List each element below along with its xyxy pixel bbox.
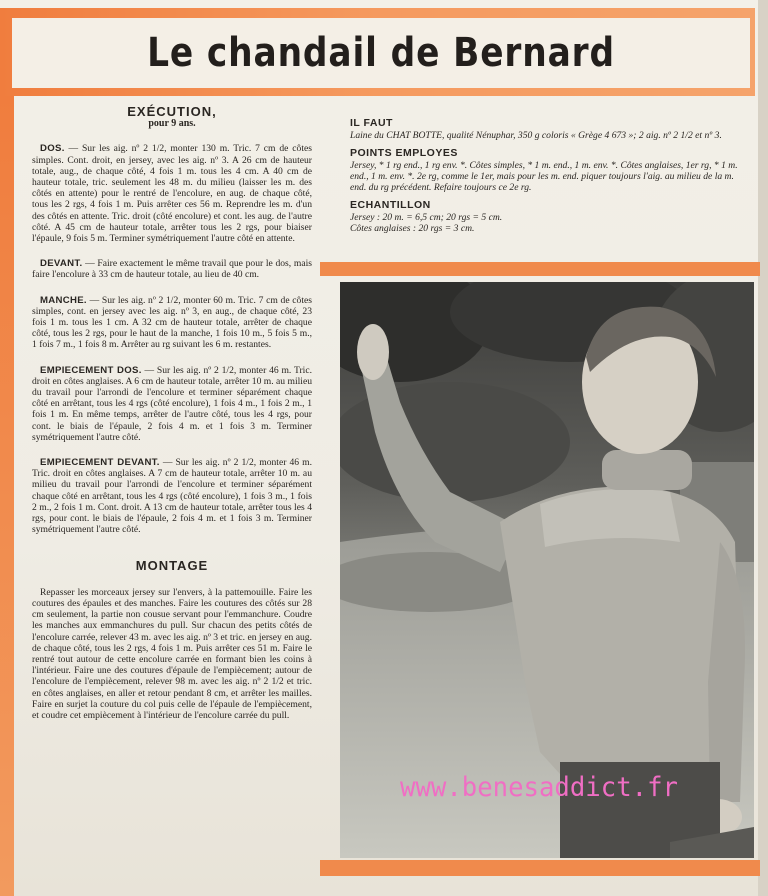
echantillon-line-2: Côtes anglaises : 20 rgs = 3 cm. xyxy=(350,223,475,234)
title-banner-inner xyxy=(12,18,750,88)
section-devant xyxy=(32,258,312,280)
execution-heading: EXÉCUTION, xyxy=(127,104,217,119)
section-empiecement-devant xyxy=(32,457,312,535)
section-text: — Sur les aig. nº 2 1/2, monter 60 m. Tric. 7 cm de côtes simples, cont. en jersey avec les aig. nº 3, en aug., de chaque côté, 23 fois 1 m. tous les 1 cm. A 32 cm de hauteur totale, arrêter de chaque côté, tous les 2 rgs, pour le haut de la manche, 1 fois 10 m., 5 fois 5 m., 1 fois 7 m., 1 fois 8 m. Arrêter au rg suivant les 6 m. restantes. xyxy=(32,294,313,351)
section-lead: DOS. xyxy=(40,143,65,155)
section-text: — Sur les aig. nº 2 1/2, monter 130 m. Tric. 7 cm de côtes simples. Cont. droit, en jersey, avec les aig. nº 3. A 26 cm de hauteur totale, aug., de chaque côté, 4 fois 1 m. tous les 4 cm. A 40 cm de hauteur totale, tric. seulement les 48 m. du milieu (laisser les m. des côtés en attente) pour le rentré de l'encolure, en aug. de chaque côté, tous les 2 rgs, 4 fois 1 m. Puis arrêter ces 56 m. Reprendre les m. d'un des côtés en attente. Tric. droit (côté encolure) et cont. les aug. de l'autre côté. A 45 cm de hauteur totale, arrêter tous les 2 rgs, pour biaiser l'épaule, 9 fois 5 m. Terminer symétriquement l'autre côté en attente. xyxy=(32,143,312,245)
il-faut-heading: IL FAUT xyxy=(350,117,393,129)
section-empiecement-dos xyxy=(32,365,312,443)
montage-heading: MONTAGE xyxy=(135,557,209,573)
materials-column xyxy=(336,118,752,241)
left-orange-edge xyxy=(0,96,14,896)
montage-text: Repasser les morceaux jersey sur l'envers, à la pattemouille. Faire les coutures des épaules et des manches. Faire les coutures des côtés sur 28 cm seulement, la partie non cousue servant pour l'emmanchure. Coudre les manches aux emmanchures du pull. Sur chacun des petits côtés de l'encolure carrée, relever 43 m. avec les aig. nº 3 et tric. en jersey en aug. de chaque côté, tous les 2 rgs, 4 fois 1 m. Puis arrêter ces 51 m. Faire le rentré tout autour de cette encolure carrée en formant bien les coins à l'intérieur. Faire une des coutures d'épaule de l'empiècement; autour de l'encolure de l'empiècement, relever 98 m. avec les aig. nº 2 1/2 et tric. en côtes anglaises, en aller et retour pendant 8 cm, et arrêter les mailles. Faire en surjet la couture du col puis celle de l'épaule de l'empiècement, et coudre cet empiècement à l'intérieur de l'encolure carrée du pull. xyxy=(32,586,312,721)
section-lead: EMPIECEMENT DOS. xyxy=(40,364,142,376)
section-text: — Sur les aig. nº 2 1/2, monter 46 m. Tric. droit en côtes anglaises. A 7 cm de hauteur totale, arrêter 10 m. au milieu du travail pour l'arrondi de l'encolure et terminer séparément chaque côté en arrêtant, tous les 4 rgs (côté encolure), 1 fois 3 m., 1 fois 2 m., 2 fois 1 m. Cont. droit. A 13 cm de hauteur totale, arrêter tous les 4 rgs, pour cont. le biais de l'épaule, 2 fois 4 m. et 1 fois 3 m. Terminer symétriquement l'autre côté. xyxy=(32,457,312,536)
section-dos xyxy=(32,143,312,244)
section-text: — Faire exactement le même travail que pour le dos, mais faire l'encolure à 33 cm de hauteur totale, au lieu de 40 cm. xyxy=(32,258,312,281)
site-watermark: www.benesaddict.fr xyxy=(400,772,678,803)
execution-subheading: pour 9 ans. xyxy=(148,118,196,130)
page-title: Le chandail de Bernard xyxy=(147,30,615,76)
points-text: Jersey, * 1 rg end., 1 rg env. *. Côtes simples, * 1 m. end., 1 m. env. *. Côtes anglaises, 1er rg, * 1 m. end., 1 m. env. *. 2e rg, comme le 1er, mais pour les m. end. piquer toujours l'aig. au milieu de la m. end. du rg précédent. Refaire toujours ce 2e rg. xyxy=(350,160,738,193)
echantillon-heading: ECHANTILLON xyxy=(350,199,431,211)
instructions-column xyxy=(32,106,312,735)
section-lead: MANCHE. xyxy=(40,294,87,306)
section-lead: DEVANT. xyxy=(40,258,83,270)
title-banner xyxy=(0,8,755,96)
echantillon-line-1: Jersey : 20 m. = 6,5 cm; 20 rgs = 5 cm. xyxy=(350,212,503,223)
section-lead: EMPIECEMENT DEVANT. xyxy=(40,457,160,469)
il-faut-text: Laine du CHAT BOTTE, qualité Nénuphar, 350 g coloris « Grège 4 673 »; 2 aig. nº 2 1/2 et nº 3. xyxy=(350,130,722,141)
section-text: — Sur les aig. nº 2 1/2, monter 46 m. Tric. droit en côtes anglaises. A 6 cm de hauteur totale, arrêter 10 m. au milieu du travail pour l'arrondi de l'encolure et terminer séparément chaque côté en arrêtant, tous les 4 rgs (côté encolure), 1 fois 4 m., 1 fois 2 m., 1 fois 1 m. En même temps, arrêter de l'autre côté, tous les 4 rgs, pour cont. le biais de l'épaule, 2 fois 4 m. et 1 fois 3 m. Terminer symétriquement l'autre côté. xyxy=(32,364,313,443)
bottom-orange-strip xyxy=(320,860,760,876)
right-page-edge xyxy=(758,0,768,896)
section-manche xyxy=(32,295,312,351)
points-heading: POINTS EMPLOYES xyxy=(350,147,458,159)
orange-divider-strip xyxy=(320,262,760,276)
